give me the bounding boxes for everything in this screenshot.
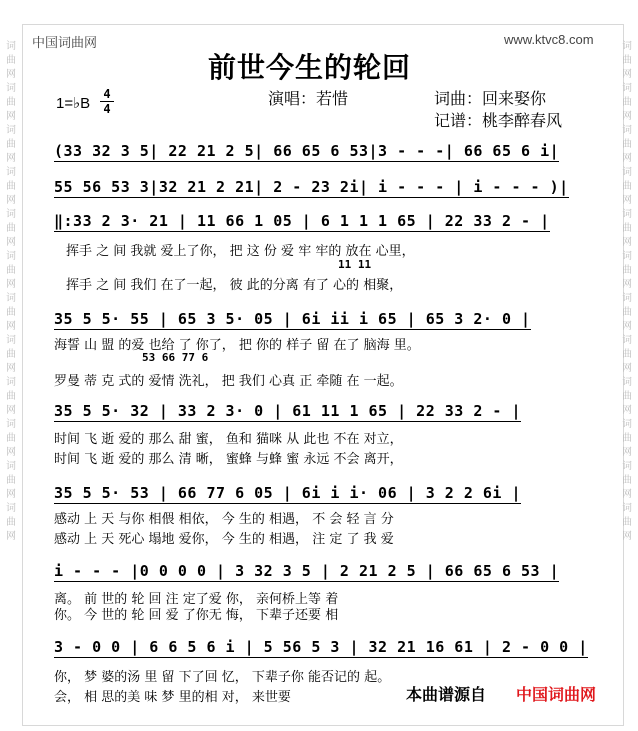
lyric-row-4b: 罗曼 蒂 克 式的 爱情 洗礼， 把 我们 心真 正 牵随 在 一起。 xyxy=(54,374,403,389)
score-row-8: 3 - 0 0 | 6 6 5 6 i | 5 56 5 3 | 32 21 16 61 | 2 - 0 0 | xyxy=(54,638,588,656)
time-signature-top: 4 xyxy=(103,87,111,101)
time-signature xyxy=(100,88,114,115)
lyric-row-8a: 你， 梦 婆的汤 里 留 下了回 忆， 下辈子你 能否记的 起。 xyxy=(54,670,391,685)
lyric-row-7a: 离。 前 世的 轮 回 注 定了爱 你， 亲何桥上等 着 xyxy=(54,592,339,607)
composer-credit: 词曲：回来娶你 xyxy=(434,89,547,108)
lyric-row-6a: 感动 上 天 与你 相偎 相依， 今 生的 相遇， 不 会 轻 言 分 xyxy=(54,512,394,527)
score-row-4: 35 5 5· 55 | 65 3 5· 05 | 6i ii i 65 | 65 3 2· 0 | xyxy=(54,310,531,328)
score-row-1: (33 32 3 5| 22 21 2 5| 66 65 6 53|3 - - -| 66 65 6 i| xyxy=(54,142,560,160)
lyric-row-5b: 时间 飞 逝 爱的 那么 清 晰， 蜜蜂 与蜂 蜜 永远 不会 离开， xyxy=(54,452,403,467)
score-row-5: 35 5 5· 32 | 33 2 3· 0 | 61 11 1 65 | 22 33 2 - | xyxy=(54,402,522,420)
time-signature-bottom: 4 xyxy=(103,102,111,116)
lyric-row-4a: 海誓 山 盟 的爱 也给 了 你了， 把 你的 样子 留 在了 脑海 里。 xyxy=(54,338,420,353)
score-row-3: ‖:33 2 3· 21 | 11 66 1 05 | 6 1 1 1 65 | 22 33 2 - | xyxy=(54,212,550,230)
lyric-row-5a: 时间 飞 逝 爱的 那么 甜 蜜， 鱼和 猫咪 从 此也 不在 对立， xyxy=(54,432,403,447)
alt-notes-row-3: 11 11 xyxy=(338,258,372,271)
footer-source-text: 本曲谱源自 xyxy=(406,685,487,704)
score-row-6: 35 5 5· 53 | 66 77 6 05 | 6i i i· 06 | 3 2 2 6i | xyxy=(54,484,522,502)
lyric-row-3b: 挥手 之 间 我们 在了一起， 彼 此的分离 有了 心的 相聚， xyxy=(66,278,403,293)
right-watermark-strip: 词曲网词曲网词曲网词曲网词曲网词曲网词曲网词曲网词曲网词曲网词曲网词曲网 xyxy=(622,41,632,542)
score-row-2: 55 56 53 3|32 21 2 21| 2 - 23 2i| i - - - | i - - - )| xyxy=(54,178,569,196)
lyric-row-7b: 你。 今 世的 轮 回 爱 了你无 悔， 下辈子还要 相 xyxy=(54,608,339,623)
alt-notes-row-4: 53 66 77 6 xyxy=(142,351,209,364)
key-signature: 1=♭B xyxy=(56,95,91,112)
transcriber-credit: 记谱：桃李醉春风 xyxy=(434,111,563,130)
watermark-site-right: www.ktvc8.com xyxy=(504,32,594,47)
left-watermark-strip: 词曲网词曲网词曲网词曲网词曲网词曲网词曲网词曲网词曲网词曲网词曲网词曲网 xyxy=(6,41,16,542)
lyric-row-3a: 挥手 之 间 我就 爱上了你， 把 这 份 爱 牢 牢的 放在 心里， xyxy=(66,244,415,259)
lyric-row-8b: 会， 相 思的美 味 梦 里的相 对， 来世要 xyxy=(54,690,291,705)
singer-credit: 演唱：若惜 xyxy=(268,89,349,108)
lyric-row-6b: 感动 上 天 死心 塌地 爱你， 今 生的 相遇， 注 定 了 我 爱 xyxy=(54,532,394,547)
footer-site-logo: 中国词曲网 xyxy=(516,685,597,704)
score-row-7: i - - - |0 0 0 0 | 3 32 3 5 | 2 21 2 5 | 66 65 6 53 | xyxy=(54,562,560,580)
watermark-site-left: 中国词曲网 xyxy=(32,35,98,50)
song-title: 前世今生的轮回 xyxy=(208,51,412,84)
